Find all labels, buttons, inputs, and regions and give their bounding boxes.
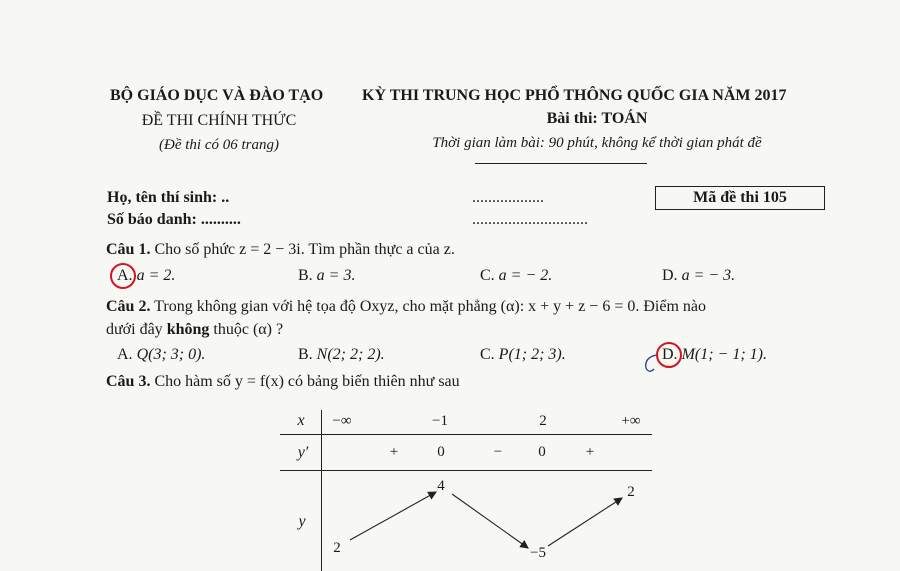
x-value: −1 <box>432 413 448 429</box>
q2-option-b-letter: B. <box>298 346 313 363</box>
row-y-label: y <box>298 513 306 530</box>
question-2-text-b-bold: không <box>166 321 210 338</box>
increase-arrow <box>350 492 436 540</box>
question-1-text: Cho số phức z = 2 − 3i. Tìm phần thực a của z. <box>154 241 455 258</box>
official-label: ĐỀ THI CHÍNH THỨC <box>141 112 297 129</box>
q1-option-b-letter: B. <box>298 267 313 284</box>
derivative-sign: + <box>389 444 399 460</box>
question-2-label: Câu 2. <box>106 298 151 315</box>
y-value: 4 <box>437 478 445 494</box>
increase-arrow <box>548 498 622 546</box>
q2-option-d-letter: D. <box>662 346 678 363</box>
x-value: +∞ <box>621 413 641 429</box>
time-note: Thời gian làm bài: 90 phút, không kể thời gian phát đề <box>432 135 762 151</box>
candidate-id-label: Số báo danh: .......... <box>107 211 241 228</box>
q1-option-d-letter: D. <box>662 267 678 284</box>
question-2-text-b-pre: dưới đây <box>106 321 163 338</box>
q1-option-c-text: a = − 2. <box>498 267 553 284</box>
candidate-id-dots: ............................. <box>472 211 588 228</box>
exam-code-box: Mã đề thi 105 <box>655 186 825 210</box>
q2-option-d-text: M(1; − 1; 1). <box>681 346 767 363</box>
q1-option-a-letter: A. <box>117 267 133 284</box>
x-value: 2 <box>539 413 547 429</box>
question-3-label: Câu 3. <box>106 373 151 390</box>
candidate-name-label: Họ, tên thí sinh: .. <box>107 189 230 206</box>
q2-option-c-letter: C. <box>480 346 495 363</box>
q2-option-b-text: N(2; 2; 2). <box>316 346 385 363</box>
x-value: −∞ <box>332 413 352 429</box>
ministry-title: BỘ GIÁO DỤC VÀ ĐÀO TẠO <box>110 87 324 104</box>
q2-option-c-text: P(1; 2; 3). <box>498 346 566 363</box>
derivative-zero: 0 <box>538 444 546 460</box>
question-2-text-b-post: thuộc (α) ? <box>213 321 284 338</box>
q1-option-c-letter: C. <box>480 267 495 284</box>
derivative-sign: + <box>585 444 595 460</box>
row-derivative-label: y′ <box>297 444 309 461</box>
derivative-zero: 0 <box>437 444 445 460</box>
y-value: −5 <box>530 545 546 561</box>
y-value: 2 <box>627 484 635 500</box>
question-2-text-a: Trong không gian với hệ tọa độ Oxyz, cho mặt phẳng (α): x + y + z − 6 = 0. Điểm nào <box>154 298 706 315</box>
q2-option-a-letter: A. <box>117 346 133 363</box>
pages-note: (Đề thi có 06 trang) <box>159 137 279 153</box>
q1-option-a-text: a = 2. <box>136 267 176 284</box>
derivative-sign: − <box>493 444 503 460</box>
question-1-label: Câu 1. <box>106 241 151 258</box>
q2-option-a-text: Q(3; 3; 0). <box>136 346 206 363</box>
q1-option-d-text: a = − 3. <box>681 267 736 284</box>
candidate-name-dots: .................. <box>472 189 544 206</box>
subject-label: Bài thi: TOÁN <box>546 110 648 127</box>
y-value: 2 <box>333 540 341 556</box>
row-x-label: x <box>297 412 305 429</box>
exam-title: KỲ THI TRUNG HỌC PHỔ THÔNG QUỐC GIA NĂM 2017 <box>362 87 787 104</box>
decrease-arrow <box>452 494 528 548</box>
question-3-text: Cho hàm số y = f(x) có bảng biến thiên như sau <box>154 373 460 390</box>
q1-option-b-text: a = 3. <box>316 267 356 284</box>
